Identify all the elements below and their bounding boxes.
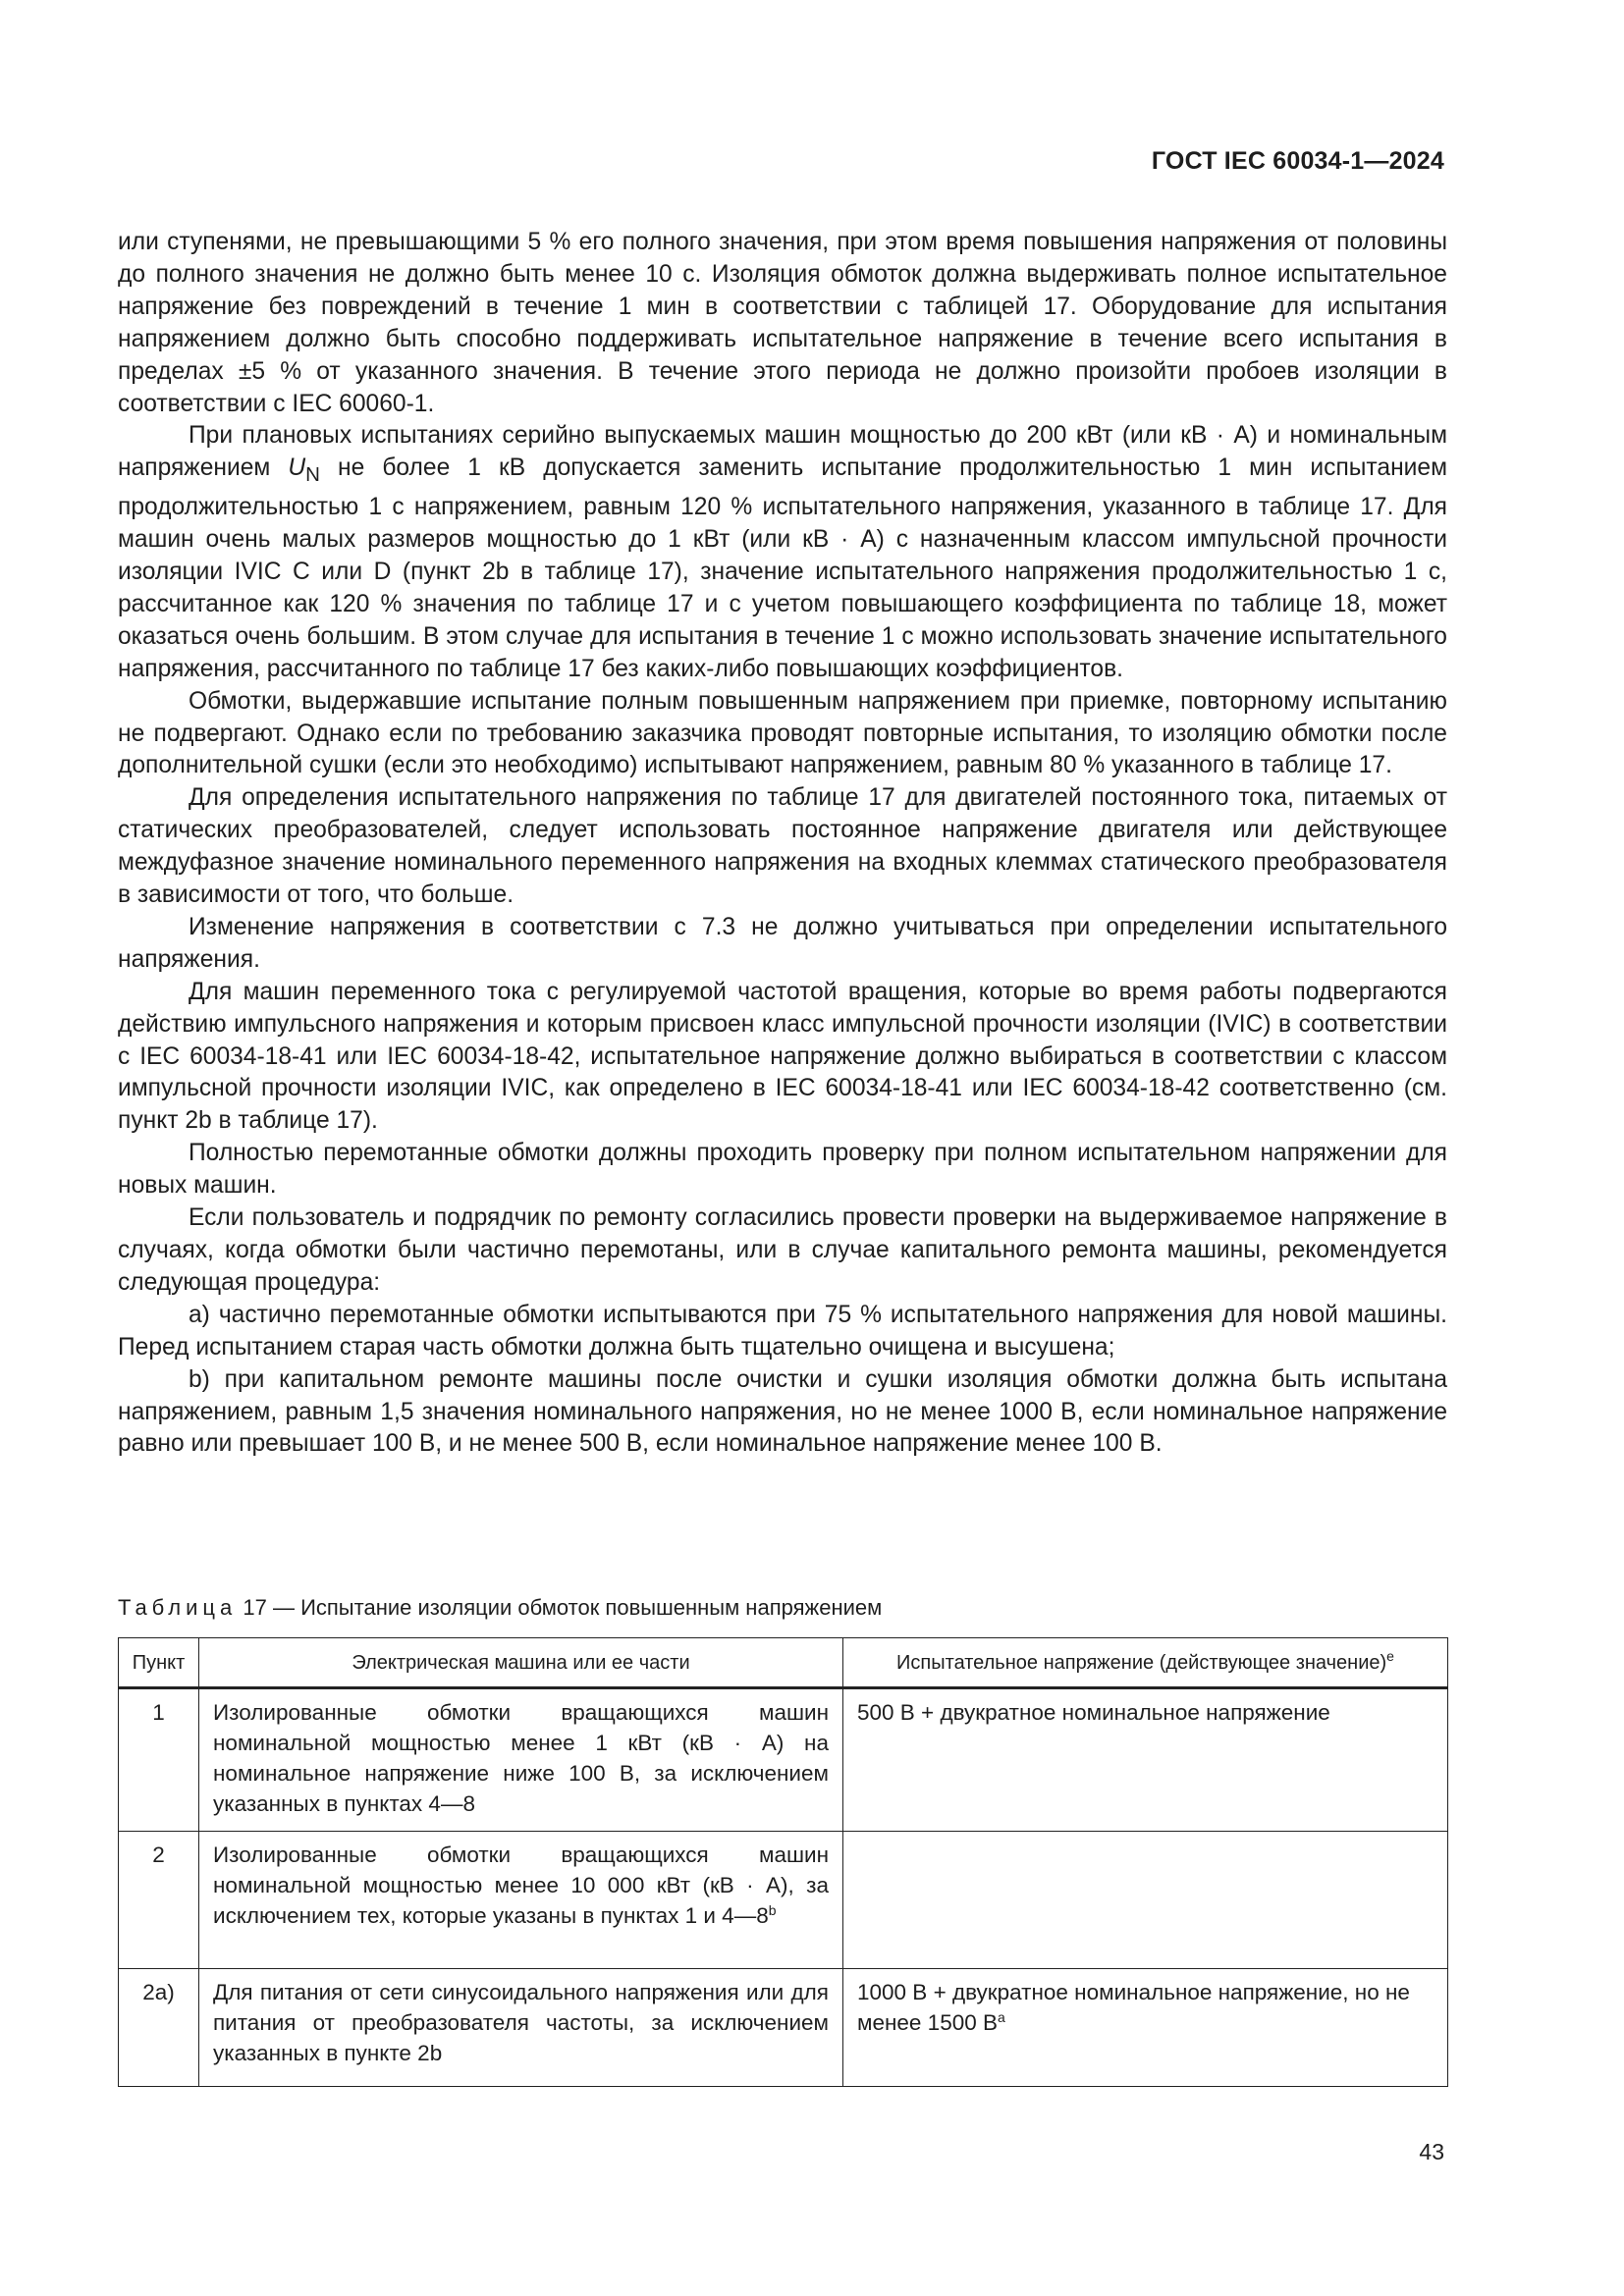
paragraph: Обмотки, выдержавшие испытание полным повышенным напряжением при приемке, повторному испытанию не подвергают. Однако если по требованию заказчика проводят повторные испытания, то изоляцию обмотки после дополнительной сушки (если это необходимо) испытывают напряжением, равным 80 % указанного в таблице 17. [118, 687, 1447, 779]
row-item: 2a) [119, 1969, 199, 2087]
page-number: 43 [1419, 2139, 1444, 2164]
voltage-symbol-subscript: N [305, 463, 320, 487]
header-item: Пункт [119, 1638, 199, 1688]
row-machine [199, 1969, 843, 2087]
row-voltage-text: 1000 В + двукратное номинальное напряжение, но не менее 1500 В [857, 1980, 1410, 2035]
paragraph [118, 420, 1447, 685]
row-machine [199, 1688, 843, 1832]
table-caption-text: 17 — Испытание изоляции обмоток повышенным напряжением [243, 1595, 883, 1620]
paragraph: Если пользователь и подрядчик по ремонту согласились провести проверки на выдерживаемое напряжение в случаях, когда обмотки были частично перемотаны, или в случае капитального ремонта машины, рекомендуется следующая процедура: [118, 1204, 1447, 1296]
table-header-row [119, 1638, 1448, 1688]
header-voltage-footnote: e [1386, 1648, 1394, 1664]
list-item-b: b) при капитальном ремонте машины после очистки и сушки изоляция обмотки должна быть испытана напряжением, равным 1,5 значения номинального напряжения, но не менее 1000 В, если номинальное напряжение равно или превышает 100 В, и не менее 500 В, если номинальное напряжение менее 100 В. [118, 1365, 1447, 1458]
row-item: 1 [119, 1688, 199, 1832]
header-voltage-text: Испытательное напряжение (действующее значение) [896, 1652, 1387, 1674]
table-row [119, 1969, 1448, 2087]
table-row [119, 1688, 1448, 1832]
paragraph: Для определения испытательного напряжения по таблице 17 для двигателей постоянного тока, питаемых от статических преобразователей, следует использовать постоянное напряжение двигателя или действующее междуфазное значение номинального переменного напряжения на входных клеммах статического преобразователя в зависимости от того, что больше. [118, 784, 1447, 909]
table-caption [118, 1595, 882, 1621]
row-item: 2 [119, 1832, 199, 1969]
voltage-symbol: U [288, 454, 306, 482]
document-header: ГОСТ IEC 60034-1—2024 [1151, 147, 1444, 175]
list-item-a: a) частично перемотанные обмотки испытываются при 75 % испытательного напряжения для новой машины. Перед испытанием старая часть обмотки должна быть тщательно очищена и высушена; [118, 1301, 1447, 1361]
row-machine-footnote: b [768, 1902, 777, 1918]
paragraph: Полностью перемотанные обмотки должны проходить проверку при полном испытательном напряжении для новых машин. [118, 1140, 1447, 1200]
row-voltage [843, 1832, 1448, 1969]
row-machine-text: Изолированные обмотки вращающихся машин номинальной мощностью менее 1 кВт (кВ · А) на номинальное напряжение ниже 100 В, за исключением указанных в пунктах 4—8 [213, 1700, 829, 1816]
paragraph-text: При плановых испытаниях серийно выпускаемых машин мощностью до 200 кВт (или кВ · А) и номинальным напряжением [118, 422, 1447, 482]
row-voltage-text: 500 В + двукратное номинальное напряжение [857, 1700, 1330, 1725]
body-text [118, 227, 1447, 1461]
row-machine-text: Для питания от сети синусоидального напряжения или для питания от преобразователя частоты, за исключением указанных в пункте 2b [213, 1980, 829, 2065]
header-machine: Электрическая машина или ее части [199, 1638, 843, 1688]
row-voltage [843, 1688, 1448, 1832]
insulation-test-table [118, 1637, 1448, 2087]
row-machine-text: Изолированные обмотки вращающихся машин номинальной мощностью менее 10 000 кВт (кВ · А), за исключением тех, которые указаны в пунктах 1 и 4—8 [213, 1842, 829, 1928]
table-row [119, 1832, 1448, 1969]
paragraph: или ступенями, не превышающими 5 % его полного значения, при этом время повышения напряжения от половины до полного значения не должно быть менее 10 с. Изоляция обмоток должна выдерживать полное испытательное напряжение без повреждений в течение 1 мин в соответствии с таблицей 17. Оборудование для испытания напряжением должно быть способно поддерживать испытательное напряжение в течение всего испытания в пределах ±5 % от указанного значения. В течение этого периода не должно произойти пробоев изоляции в соответствии с IEC 60060-1. [118, 229, 1447, 417]
row-voltage-footnote: a [998, 2009, 1005, 2025]
table-caption-label: Таблица [118, 1595, 238, 1620]
paragraph-text: не более 1 кВ допускается заменить испытание продолжительностью 1 мин испытанием продолжительностью 1 с напряжением, равным 120 % испытательного напряжения, указанного в таблице 17. Для машин очень малых размеров мощностью до 1 кВт (или кВ · А) с назначенным классом импульсной прочности изоляции IVIC C или D (пункт 2b в таблице 17), значение испытательного напряжения продолжительностью 1 с, рассчитанное как 120 % значения по таблице 17 и с учетом повышающего коэффициента по таблице 18, может оказаться очень большим. В этом случае для испытания в течение 1 с можно использовать значение испытательного напряжения, рассчитанного по таблице 17 без каких-либо повышающих коэффициентов. [118, 454, 1448, 682]
paragraph: Для машин переменного тока с регулируемой частотой вращения, которые во время работы подвергаются действию импульсного напряжения и которым присвоен класс импульсной прочности изоляции (IVIC) в соответствии с IEC 60034-18-41 или IEC 60034-18-42, испытательное напряжение должно выбираться в соответствии с классом импульсной прочности изоляции IVIC, как определено в IEC 60034-18-41 или IEC 60034-18-42 соответственно (см. пункт 2b в таблице 17). [118, 978, 1447, 1135]
row-voltage [843, 1969, 1448, 2087]
paragraph: Изменение напряжения в соответствии с 7.3 не должно учитываться при определении испытательного напряжения. [118, 913, 1447, 973]
row-machine [199, 1832, 843, 1969]
header-voltage [843, 1638, 1448, 1688]
